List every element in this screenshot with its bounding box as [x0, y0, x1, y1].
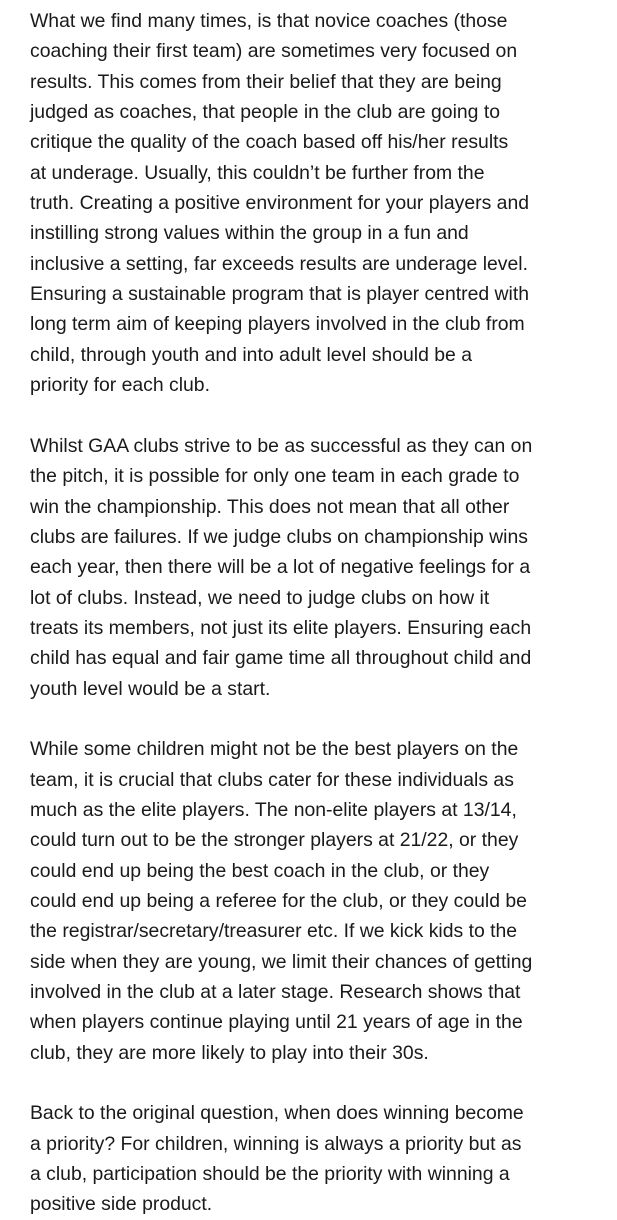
text-line: positive side product. [30, 1193, 213, 1216]
text-line: lot of clubs. Instead, we need to judge clubs on how it [30, 586, 490, 609]
text-line: the pitch, it is possible for only one team in each grade to [30, 465, 520, 488]
text-line: clubs are failures. If we judge clubs on championship wins [30, 525, 528, 548]
text-line: when players continue playing until 21 years of age in the [30, 1011, 523, 1034]
text-line: results. This comes from their belief that they are being [30, 70, 502, 93]
text-line: at underage. Usually, this couldn’t be further from the [30, 161, 485, 184]
document-body [30, 6, 610, 1220]
text-line: instilling strong values within the group in a fun and [30, 222, 469, 245]
text-line: a priority? For children, winning is always a priority but as [30, 1132, 522, 1155]
text-line: side when they are young, we limit their chances of getting [30, 950, 533, 973]
text-line: judged as coaches, that people in the club are going to [30, 101, 501, 124]
text-line: could end up being the best coach in the club, or they [30, 859, 490, 882]
text-line: Whilst GAA clubs strive to be as successful as they can on [30, 434, 533, 457]
text-line: While some children might not be the best players on the [30, 738, 519, 761]
paragraph-spacer [30, 1068, 610, 1098]
paragraph-spacer [30, 704, 610, 734]
text-line: could end up being a referee for the club, or they could be [30, 889, 527, 912]
text-line: much as the elite players. The non-elite players at 13/14, [30, 798, 517, 821]
text-line: priority for each club. [30, 374, 210, 397]
text-line: critique the quality of the coach based off his/her results [30, 131, 509, 154]
text-line: win the championship. This does not mean that all other [30, 495, 510, 518]
paragraph-4 [30, 1098, 610, 1219]
text-line: involved in the club at a later stage. Research shows that [30, 981, 521, 1003]
text-line: child, through youth and into adult level should be a [30, 343, 472, 366]
text-line: coaching their first team) are sometimes very focused on [30, 40, 518, 63]
text-line: the registrar/secretary/treasurer etc. If we kick kids to the [30, 920, 518, 943]
text-line: youth level would be a start. [30, 677, 271, 700]
text-line: Back to the original question, when does winning become [30, 1102, 524, 1125]
text-line: could turn out to be the stronger players at 21/22, or they [30, 829, 519, 852]
paragraph-spacer [30, 400, 610, 430]
paragraph-3 [30, 734, 610, 1068]
text-line: club, they are more likely to play into their 30s. [30, 1041, 429, 1064]
text-line: inclusive a setting, far exceeds results are underage level. [30, 252, 528, 275]
text-line: child has equal and fair game time all throughout child and [30, 647, 532, 670]
text-line: each year, then there will be a lot of negative feelings for a [30, 556, 531, 579]
text-line: treats its members, not just its elite players. Ensuring each [30, 616, 532, 639]
text-line: Ensuring a sustainable program that is player centred with [30, 283, 530, 306]
text-line: long term aim of keeping players involved in the club from [30, 313, 525, 336]
text-line: truth. Creating a positive environment for your players and [30, 192, 530, 215]
text-line: a club, participation should be the priority with winning a [30, 1163, 510, 1186]
paragraph-2 [30, 431, 610, 704]
paragraph-1 [30, 6, 610, 400]
text-line: What we find many times, is that novice coaches (those [30, 10, 508, 32]
text-line: team, it is crucial that clubs cater for these individuals as [30, 768, 514, 791]
